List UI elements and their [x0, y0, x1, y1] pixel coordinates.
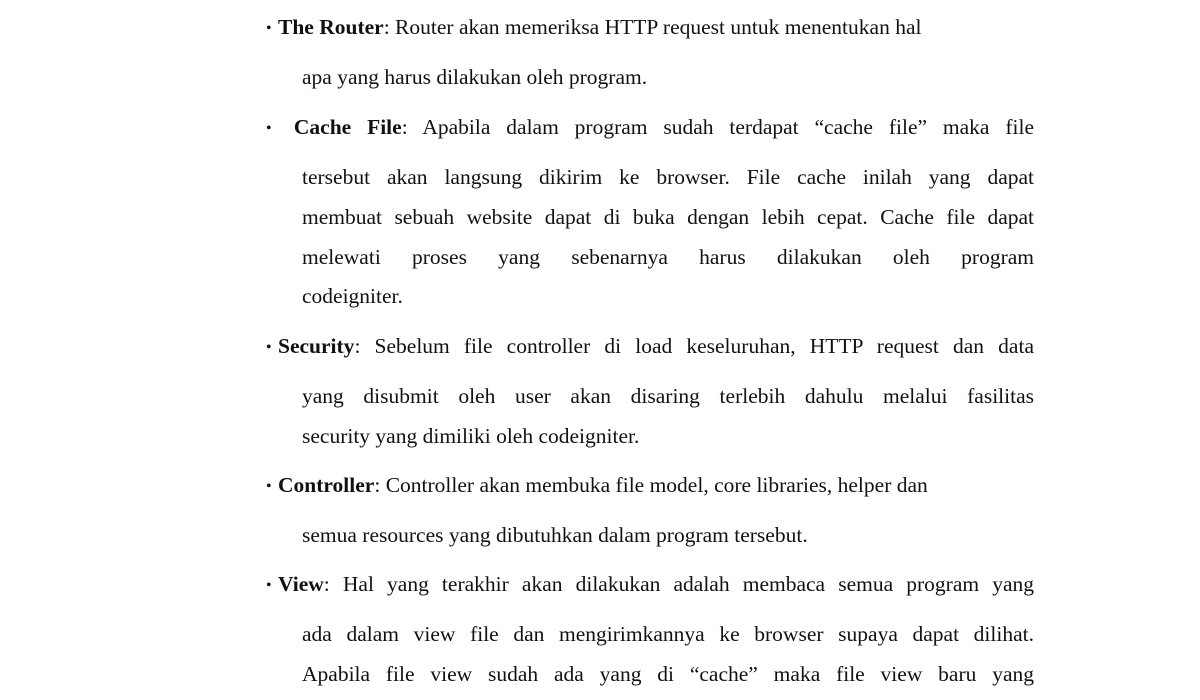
item-continuation-line: Apabila file view sudah ada yang di “cache” maka file view baru yang	[302, 662, 1034, 686]
item-continuation-line: ada dalam view file dan mengirimkannya ke browser supaya dapat dilihat.	[302, 622, 1034, 646]
bullet-icon: •	[266, 20, 272, 38]
term-label: Controller	[278, 473, 375, 497]
item-text: : Apabila dalam program sudah terdapat “cache file” maka file	[401, 115, 1034, 139]
item-text: : Hal yang terakhir akan dilakukan adalah membaca semua program yang	[323, 572, 1034, 596]
term-label: The Router	[278, 15, 384, 39]
bullet-icon: •	[266, 577, 272, 595]
item-continuation-line: membuat sebuah website dapat di buka dengan lebih cepat. Cache file dapat	[302, 205, 1034, 229]
item-continuation-line: apa yang harus dilakukan oleh program.	[302, 65, 648, 89]
term-label: Cache File	[293, 115, 402, 139]
item-continuation-line: tersebut akan langsung dikirim ke browser. File cache inilah yang dapat	[302, 165, 1034, 189]
list-item-first-line	[266, 471, 1034, 501]
list-item-first-line	[266, 13, 1034, 43]
bullet-icon: •	[266, 478, 272, 496]
list-item-first-line	[266, 570, 1034, 600]
item-continuation-line: yang disubmit oleh user akan disaring terlebih dahulu melalui fasilitas	[302, 384, 1034, 408]
item-continuation-line: melewati proses yang sebenarnya harus dilakukan oleh program	[302, 245, 1034, 269]
list-item-first-line	[266, 113, 1034, 143]
item-text: : Router akan memeriksa HTTP request untuk menentukan hal	[383, 15, 922, 39]
bullet-icon: •	[266, 339, 272, 357]
term-label: View	[278, 572, 324, 596]
term-label: Security	[278, 334, 355, 358]
item-continuation-line: security yang dimiliki oleh codeigniter.	[302, 424, 640, 448]
item-text: : Controller akan membuka file model, core libraries, helper dan	[374, 473, 928, 497]
item-text: : Sebelum file controller di load keseluruhan, HTTP request dan data	[354, 334, 1034, 358]
list-item-first-line	[266, 332, 1034, 362]
bullet-icon: •	[266, 120, 272, 138]
item-continuation-line: codeigniter.	[302, 284, 403, 308]
item-continuation-line: semua resources yang dibutuhkan dalam program tersebut.	[302, 523, 808, 547]
